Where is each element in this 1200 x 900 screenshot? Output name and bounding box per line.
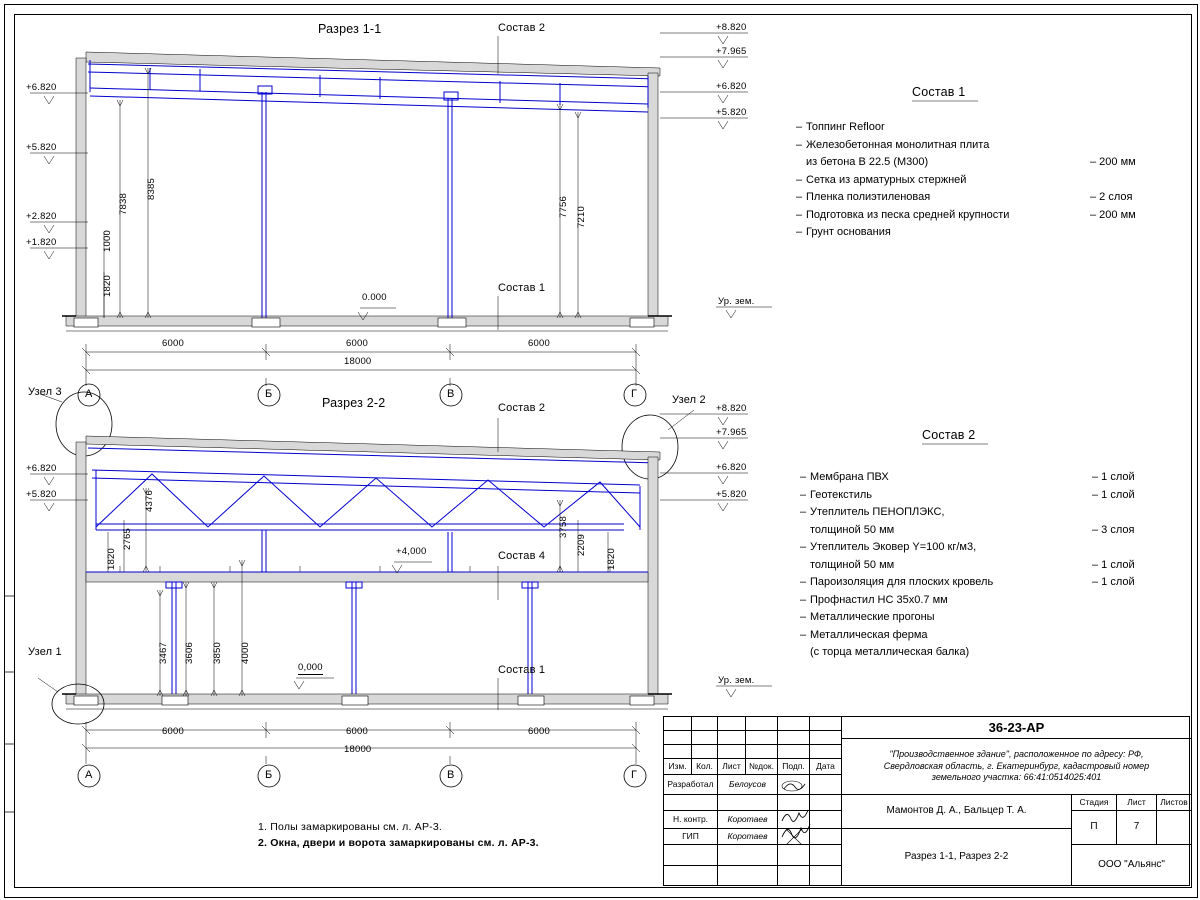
mark-s1-left-3: +2.820 bbox=[26, 211, 57, 222]
sostav-item bbox=[796, 191, 930, 203]
stamp-role-2: Н. контр. bbox=[664, 811, 718, 829]
sostav-item-name: (с торца металлическая балка) bbox=[810, 646, 970, 658]
sostav-item-name: толщиной 50 мм bbox=[810, 523, 895, 536]
stamp-object-2: Свердловская область, г. Екатеринбург, кадастровый номер bbox=[883, 760, 1150, 771]
dim-s1-8385: 8385 bbox=[146, 178, 157, 200]
mark-s2-top-1: +8.820 bbox=[716, 403, 747, 414]
mark-s2-top-2: +7.965 bbox=[716, 427, 747, 438]
sostav-item bbox=[800, 489, 872, 501]
sostav-item-name: Геотекстиль bbox=[810, 488, 873, 501]
dim-s2-1820-left: 1820 bbox=[106, 548, 117, 570]
bullet-dash-icon: – bbox=[800, 541, 807, 553]
stamp-name-3: Коротаев bbox=[718, 829, 778, 845]
stamp-role-3: ГИП bbox=[664, 829, 718, 845]
bullet-dash-icon: – bbox=[796, 138, 803, 151]
dim-s1-span-2: 6000 bbox=[346, 338, 368, 349]
mark-s2-left-2: +5.820 bbox=[26, 489, 57, 500]
stamp-sheet-value: 7 bbox=[1117, 811, 1157, 845]
sostav-item-name: Пароизоляция для плоских кровель bbox=[810, 576, 994, 588]
mark-s2-left-1: +6.820 bbox=[26, 463, 57, 474]
sostav-item bbox=[800, 524, 894, 536]
stamp-sheets-header: Листов bbox=[1157, 795, 1191, 811]
axis-label-b-2: Б bbox=[265, 769, 273, 781]
note-2: 2. Окна, двери и ворота замаркированы см. л. АР-3. bbox=[258, 837, 539, 849]
stamp-col-podp: Подп. bbox=[778, 759, 810, 775]
dim-s2-total: 18000 bbox=[344, 744, 372, 755]
sostav-item-name: Пленка полиэтиленовая bbox=[806, 191, 931, 203]
sostav-item-value: – 1 слой bbox=[1092, 488, 1135, 501]
sostav-item-value: – 200 мм bbox=[1090, 156, 1136, 168]
axis-label-v-1: В bbox=[447, 388, 455, 400]
sostav-item-name: Подготовка из песка средней крупности bbox=[806, 208, 1010, 221]
sostav-item-value: – 3 слоя bbox=[1092, 523, 1135, 536]
stamp-company: ООО "Альянс" bbox=[1098, 859, 1165, 871]
uzel-2-label: Узел 2 bbox=[672, 394, 706, 406]
sostav-item bbox=[796, 174, 966, 186]
axis-label-g-2: Г bbox=[631, 769, 638, 781]
sostav-item-name: Профнастил НС 35х0.7 мм bbox=[810, 593, 948, 606]
callout-sostav2-section1: Состав 2 bbox=[498, 22, 546, 34]
mark-s1-top-2: +7.965 bbox=[716, 46, 747, 57]
zero-level-1: 0.000 bbox=[362, 292, 387, 303]
note-1: 1. Полы замаркированы см. л. АР-3. bbox=[258, 821, 442, 833]
sostav-item bbox=[796, 209, 1009, 221]
sostav-item bbox=[796, 156, 928, 168]
stamp-col-data: Дата bbox=[810, 759, 842, 775]
sostav-item-name: Мембрана ПВХ bbox=[810, 471, 889, 483]
dim-s2-span-1: 6000 bbox=[162, 726, 184, 737]
sostav-item-name: Сетка из арматурных стержней bbox=[806, 173, 967, 186]
uzel-3-label: Узел 3 bbox=[28, 386, 62, 398]
dim-s1-1000: 1000 bbox=[102, 230, 113, 252]
sostav-item-value: – 1 слой bbox=[1092, 558, 1135, 571]
zero-level-2: 0,000 bbox=[298, 662, 323, 673]
sostav-item bbox=[796, 226, 891, 238]
stamp-col-list: Лист bbox=[718, 759, 746, 775]
axis-label-a-1: А bbox=[85, 388, 93, 400]
mark-s1-left-1: +6.820 bbox=[26, 82, 57, 93]
bullet-dash-icon: – bbox=[800, 611, 807, 623]
callout-sostav1-section1: Состав 1 bbox=[498, 282, 546, 294]
axis-label-v-2: В bbox=[447, 769, 455, 781]
dim-s2-3467: 3467 bbox=[158, 642, 169, 664]
bullet-dash-icon: – bbox=[800, 576, 807, 588]
stamp-stage-value: П bbox=[1072, 811, 1117, 845]
stamp-stage-header: Стадия bbox=[1072, 795, 1117, 811]
stamp-col-ndok: №док. bbox=[746, 759, 778, 775]
stamp-name-1: Белоусов bbox=[718, 775, 778, 795]
sostav-item-value: – 2 слоя bbox=[1090, 191, 1133, 203]
section-2-title: Разрез 2-2 bbox=[322, 396, 386, 410]
bullet-dash-icon: – bbox=[800, 506, 807, 518]
ground-level-1: Ур. зем. bbox=[718, 296, 755, 307]
mark-s1-top-3: +6.820 bbox=[716, 81, 747, 92]
bullet-dash-icon: – bbox=[796, 121, 803, 133]
dim-s1-7838: 7838 bbox=[118, 193, 129, 215]
stamp-col-izm: Изм. bbox=[664, 759, 692, 775]
callout-sostav4-section2: Состав 4 bbox=[498, 550, 546, 562]
sostav-item-value: – 1 слой bbox=[1092, 471, 1135, 483]
mark-s2-top-3: +6.820 bbox=[716, 462, 747, 473]
dim-s1-span-1: 6000 bbox=[162, 338, 184, 349]
callout-sostav2-section2: Состав 2 bbox=[498, 402, 546, 414]
bullet-dash-icon: – bbox=[796, 208, 803, 221]
sostav-item bbox=[800, 559, 894, 571]
dim-s2-span-3: 6000 bbox=[528, 726, 550, 737]
title-block bbox=[663, 716, 1190, 886]
sostav-item-name: Грунт основания bbox=[806, 226, 891, 238]
stamp-role-1: Разработал bbox=[664, 775, 718, 795]
sostav-2-title: Состав 2 bbox=[922, 428, 976, 442]
sostav-item bbox=[800, 594, 948, 606]
stamp-object-3: земельного участка: 66:41:0514025:401 bbox=[931, 772, 1102, 783]
sostav-item bbox=[796, 121, 885, 133]
sostav-item-name: Топпинг Refloor bbox=[806, 121, 885, 133]
bullet-dash-icon: – bbox=[800, 471, 807, 483]
dim-s2-2765: 2765 bbox=[122, 528, 133, 550]
signature-marks bbox=[664, 717, 1191, 887]
bullet-dash-icon: – bbox=[800, 593, 807, 606]
sostav-item bbox=[796, 139, 989, 151]
axis-label-b-1: Б bbox=[265, 388, 273, 400]
mark-s1-left-4: +1.820 bbox=[26, 237, 57, 248]
sostav-item-value: – 1 слой bbox=[1092, 576, 1135, 588]
dim-s2-span-2: 6000 bbox=[346, 726, 368, 737]
sostav-item-value: – 200 мм bbox=[1090, 208, 1136, 221]
sostav-item-name: из бетона В 22.5 (М300) bbox=[806, 156, 929, 168]
mark-s1-top-4: +5.820 bbox=[716, 107, 747, 118]
sostav-1-title: Состав 1 bbox=[912, 85, 966, 99]
bullet-dash-icon: – bbox=[796, 191, 803, 203]
sostav-item bbox=[800, 576, 993, 588]
mark-s2-top-4: +5.820 bbox=[716, 489, 747, 500]
stamp-sheet-header: Лист bbox=[1117, 795, 1157, 811]
callout-sostav1-section2: Состав 1 bbox=[498, 664, 546, 676]
stamp-drawing-name: Разрез 1-1, Разрез 2-2 bbox=[842, 829, 1072, 886]
section-1-title: Разрез 1-1 bbox=[318, 22, 382, 36]
dim-s2-3758: 3758 bbox=[558, 516, 569, 538]
dim-s2-4376: 4376 bbox=[144, 490, 155, 512]
uzel-1-label: Узел 1 bbox=[28, 646, 62, 658]
sostav-item bbox=[800, 506, 944, 518]
sostav-item bbox=[800, 471, 889, 483]
bullet-dash-icon: – bbox=[800, 628, 807, 641]
dim-s2-1820-right: 1820 bbox=[606, 548, 617, 570]
dim-s1-1820: 1820 bbox=[102, 275, 113, 297]
stamp-code: 36-23-АР bbox=[842, 717, 1191, 739]
ground-level-2: Ур. зем. bbox=[718, 675, 755, 686]
mark-s1-left-2: +5.820 bbox=[26, 142, 57, 153]
sostav-item bbox=[800, 629, 928, 641]
dim-s2-3606: 3606 bbox=[184, 642, 195, 664]
dim-s2-3850: 3850 bbox=[212, 642, 223, 664]
sostav-item-name: Утеплитель Эковер Y=100 кг/м3, bbox=[810, 541, 977, 553]
stamp-authors: Мамонтов Д. А., Бальцер Т. А. bbox=[842, 795, 1072, 829]
sostav-item bbox=[800, 611, 935, 623]
dim-s1-total: 18000 bbox=[344, 356, 372, 367]
mark-s1-top-1: +8.820 bbox=[716, 22, 747, 33]
stamp-col-kol: Кол. bbox=[692, 759, 718, 775]
axis-label-a-2: А bbox=[85, 769, 93, 781]
bullet-dash-icon: – bbox=[796, 173, 803, 186]
bullet-dash-icon: – bbox=[800, 488, 807, 501]
dim-s2-2209: 2209 bbox=[576, 534, 587, 556]
bullet-dash-icon: – bbox=[796, 226, 803, 238]
sostav-item bbox=[800, 541, 976, 553]
dim-s2-4000: 4000 bbox=[240, 642, 251, 664]
sostav-item-name: Утеплитель ПЕНОПЛЭКС, bbox=[810, 506, 945, 518]
stamp-name-2: Коротаев bbox=[718, 811, 778, 829]
sostav-item-name: Металлическая ферма bbox=[810, 628, 928, 641]
sostav-item-name: Железобетонная монолитная плита bbox=[806, 138, 990, 151]
sostav-item-name: Металлические прогоны bbox=[810, 611, 935, 623]
sostav-item-name: толщиной 50 мм bbox=[810, 558, 895, 571]
dim-s1-7210: 7210 bbox=[576, 206, 587, 228]
axis-label-g-1: Г bbox=[631, 388, 638, 400]
sostav-item bbox=[800, 646, 969, 658]
stamp-object-1: "Производственное здание", расположенное по адресу: РФ, bbox=[889, 749, 1144, 760]
dim-s1-span-3: 6000 bbox=[528, 338, 550, 349]
level-4000: +4,000 bbox=[396, 546, 427, 557]
dim-s1-7756: 7756 bbox=[558, 196, 569, 218]
